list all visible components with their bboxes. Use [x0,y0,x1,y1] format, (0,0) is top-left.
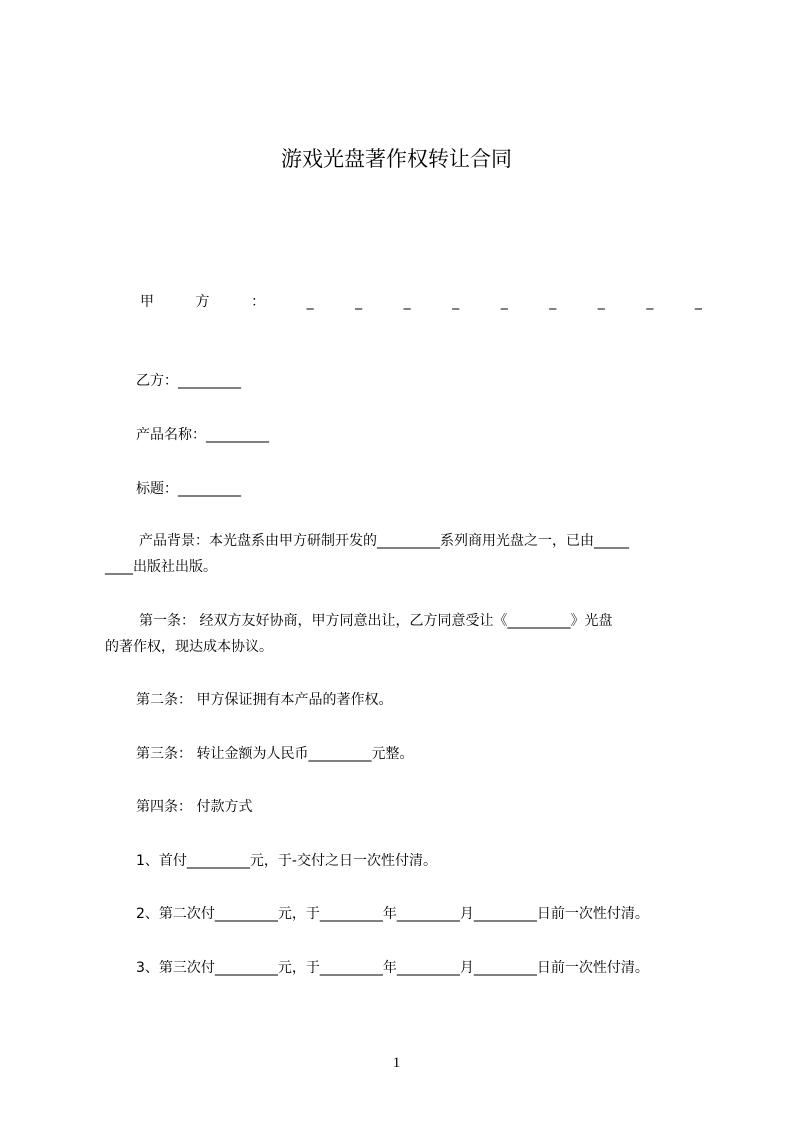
party-a-char: ： [251,294,266,310]
payment-2-line: 2、第二次付_________元，于_________年_________月_________日前一次性付清。 [136,906,649,922]
article-1-line-1: 第一条： 经双方友好协商，甲方同意出让，乙方同意受让《_________》光盘 [139,613,613,629]
heading-line: 标题：_________ [136,481,241,497]
product-name-line: 产品名称：_________ [136,427,269,443]
article-1-line-2: 的著作权，现达成本协议。 [105,639,273,655]
blank-mark: _ [549,294,557,310]
blank-mark: _ [694,294,702,310]
payment-3-line: 3、第三次付_________元，于_________年_________月_________日前一次性付清。 [136,960,649,976]
blank-mark: _ [452,294,460,310]
page-number: 1 [392,1055,401,1071]
party-a-line [140,292,702,312]
blank-mark: _ [403,294,411,310]
background-line-2: ____出版社出版。 [105,559,217,575]
party-b-line: 乙方：_________ [136,373,241,389]
blank-mark: _ [597,294,605,310]
article-2-line: 第二条： 甲方保证拥有本产品的著作权。 [136,692,393,708]
payment-1-line: 1、首付_________元，于-交付之日一次性付清。 [136,853,437,869]
article-3-line: 第三条： 转让金额为人民币_________元整。 [136,746,414,762]
article-4-line: 第四条： 付款方式 [136,799,253,815]
blank-mark: _ [646,294,654,310]
blank-mark: _ [500,294,508,310]
background-line-1: 产品背景：本光盘系由甲方研制开发的_________系列商用光盘之一，已由_____ [139,533,629,549]
party-a-char: 甲 [140,294,154,310]
blank-mark: _ [355,294,363,310]
document-title: 游戏光盘著作权转让合同 [281,147,512,171]
party-a-char: 方 [195,294,210,310]
blank-mark: _ [306,294,314,310]
